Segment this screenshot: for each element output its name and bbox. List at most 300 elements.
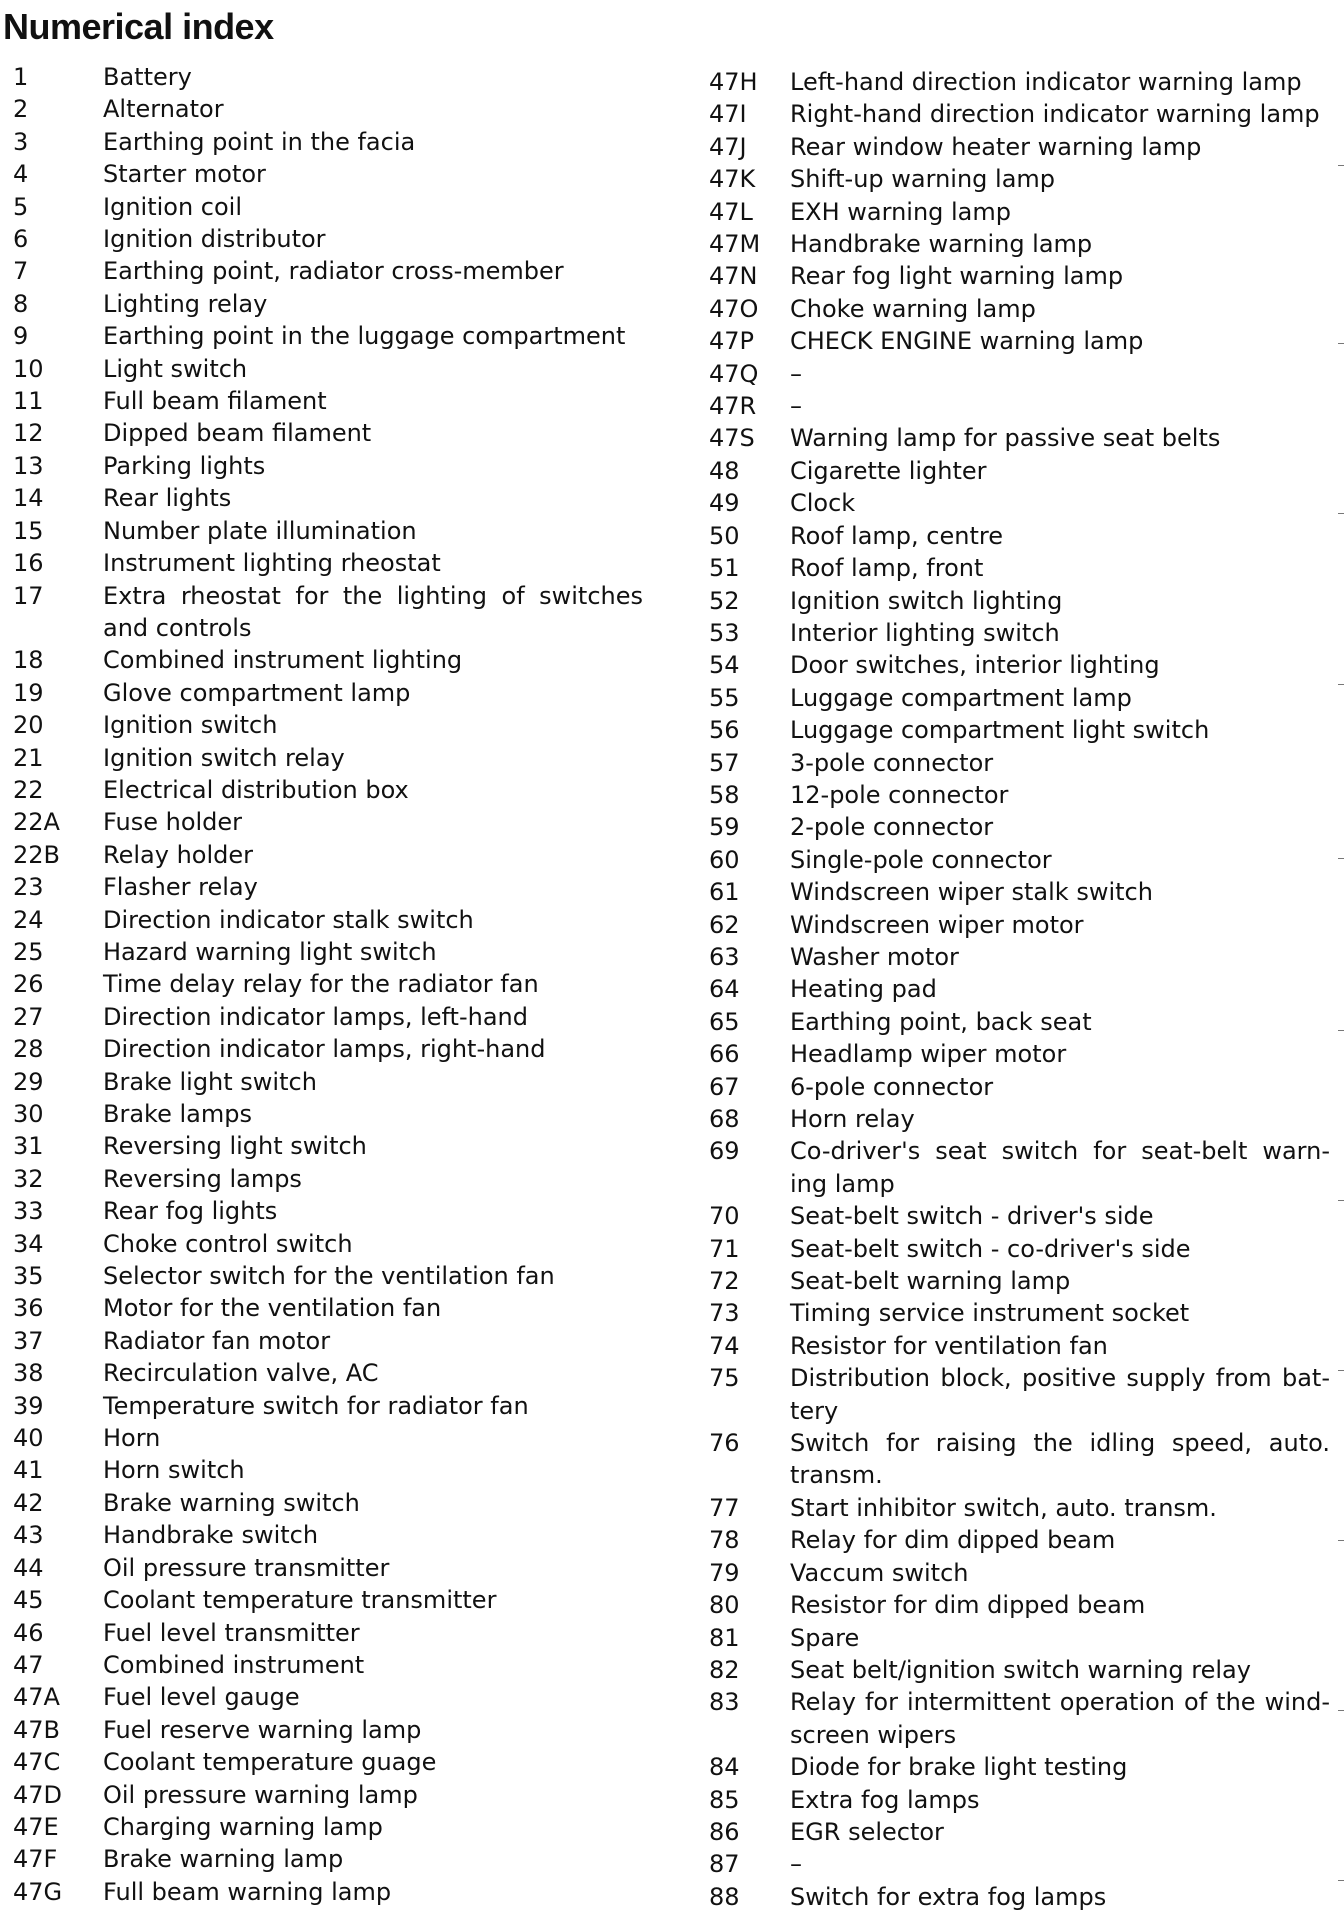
entry-description: Oil pressure warning lamp <box>103 1780 418 1809</box>
entry-number: 77 <box>709 1493 740 1522</box>
entry-number: 70 <box>709 1202 740 1231</box>
entry-number: 49 <box>709 489 740 518</box>
index-entry <box>690 844 1344 876</box>
entry-number: 36 <box>13 1294 44 1323</box>
entry-number: 6 <box>13 225 29 254</box>
entry-number: 13 <box>13 451 44 480</box>
entry-description: 3-pole connector <box>790 748 994 777</box>
entry-description: CHECK ENGINE warning lamp <box>790 327 1144 356</box>
entry-number: 87 <box>709 1850 740 1879</box>
index-column-right <box>690 66 1344 1913</box>
entry-description: Earthing point, radiator cross-member <box>103 257 564 286</box>
entry-number: 47K <box>709 165 756 194</box>
entry-description: Resistor for dim dipped beam <box>790 1591 1146 1620</box>
index-entry <box>690 1492 1344 1524</box>
index-entry <box>0 320 680 352</box>
index-entry <box>0 515 680 547</box>
entry-number: 75 <box>709 1364 740 1393</box>
entry-description: 12-pole connector <box>790 780 1009 809</box>
index-entry <box>0 353 680 385</box>
entry-number: 47J <box>709 132 747 161</box>
entry-number: 66 <box>709 1040 740 1069</box>
entry-number: 31 <box>13 1132 44 1161</box>
entry-number: 55 <box>709 683 740 712</box>
entry-number: 47G <box>13 1877 63 1906</box>
index-entry <box>0 1519 680 1551</box>
index-entry <box>690 196 1344 228</box>
entry-number: 38 <box>13 1359 44 1388</box>
entry-number: 22B <box>13 840 61 869</box>
index-entry <box>690 1557 1344 1589</box>
margin-tick <box>1338 343 1344 344</box>
entry-number: 73 <box>709 1299 740 1328</box>
entry-number: 33 <box>13 1197 44 1226</box>
entry-number: 53 <box>709 618 740 647</box>
index-entry <box>0 482 680 514</box>
entry-number: 23 <box>13 873 44 902</box>
entry-description: Extra fog lamps <box>790 1785 980 1814</box>
entry-description: Horn <box>103 1424 161 1453</box>
index-entry <box>0 191 680 223</box>
entry-number: 47L <box>709 197 753 226</box>
entry-description: Windscreen wiper stalk switch <box>790 878 1153 907</box>
index-entry <box>0 1746 680 1778</box>
entry-description: 6-pole connector <box>790 1072 994 1101</box>
entry-number: 85 <box>709 1785 740 1814</box>
entry-number: 54 <box>709 651 740 680</box>
entry-description: Brake warning lamp <box>103 1845 344 1874</box>
index-entry <box>0 1357 680 1389</box>
entry-number: 4 <box>13 160 29 189</box>
margin-tick <box>1338 165 1344 166</box>
index-entry <box>0 1843 680 1875</box>
entry-description: Rear lights <box>103 484 232 513</box>
entry-number: 47B <box>13 1715 61 1744</box>
index-entry <box>0 1649 680 1681</box>
index-entry <box>0 417 680 449</box>
entry-number: 47H <box>709 68 758 96</box>
entry-number: 26 <box>13 970 44 999</box>
index-entry <box>0 580 680 645</box>
index-entry <box>0 774 680 806</box>
entry-number: 47P <box>709 327 755 356</box>
index-entry <box>690 422 1344 454</box>
entry-description: Number plate illumination <box>103 516 417 545</box>
entry-description: Roof lamp, centre <box>790 521 1003 550</box>
entry-description: Fuel level gauge <box>103 1683 300 1712</box>
index-entry <box>0 936 680 968</box>
entry-description: Clock <box>790 489 856 518</box>
entry-number: 48 <box>709 456 740 485</box>
entry-description: Seat-belt warning lamp <box>790 1267 1071 1296</box>
entry-description: Brake warning switch <box>103 1488 360 1517</box>
index-entry <box>0 709 680 741</box>
entry-description: Switch for extra fog lamps <box>790 1882 1107 1911</box>
entry-description: Vaccum switch <box>790 1558 969 1587</box>
entry-number: 35 <box>13 1262 44 1291</box>
entry-description: Rear fog light warning lamp <box>790 262 1124 291</box>
index-entry <box>690 1200 1344 1232</box>
entry-number: 46 <box>13 1618 44 1647</box>
index-entry <box>690 973 1344 1005</box>
entry-number: 82 <box>709 1655 740 1684</box>
entry-description: Reversing lamps <box>103 1164 302 1193</box>
entry-description: Direction indicator lamps, right-hand <box>103 1035 546 1064</box>
entry-number: 47S <box>709 424 755 453</box>
entry-number: 21 <box>13 743 44 772</box>
index-entry <box>690 520 1344 552</box>
index-entry <box>0 1390 680 1422</box>
entry-description: Windscreen wiper motor <box>790 910 1084 939</box>
entry-number: 65 <box>709 1007 740 1036</box>
entry-number: 47R <box>709 392 757 421</box>
index-entry <box>0 385 680 417</box>
entry-description: Relay for dim dipped beam <box>790 1526 1116 1555</box>
entry-description: – <box>790 392 802 421</box>
margin-tick <box>1338 1200 1344 1201</box>
entry-number: 7 <box>13 257 29 286</box>
index-entry <box>0 968 680 1000</box>
entry-number: 81 <box>709 1623 740 1652</box>
entry-description: Shift-up warning lamp <box>790 165 1056 194</box>
entry-description: Choke control switch <box>103 1229 353 1258</box>
entry-description: Recirculation valve, AC <box>103 1359 379 1388</box>
entry-number: 50 <box>709 521 740 550</box>
index-entry <box>690 1654 1344 1686</box>
entry-description: Fuse holder <box>103 808 243 837</box>
entry-number: 40 <box>13 1424 44 1453</box>
index-entry <box>690 1330 1344 1362</box>
entry-number: 59 <box>709 813 740 842</box>
entry-description: Interior lighting switch <box>790 618 1060 647</box>
entry-number: 9 <box>13 322 29 351</box>
entry-number: 63 <box>709 942 740 971</box>
index-entry <box>690 1103 1344 1135</box>
entry-description: Ignition distributor <box>103 225 326 254</box>
index-entry <box>690 811 1344 843</box>
entry-number: 52 <box>709 586 740 615</box>
margin-tick <box>1338 1540 1344 1541</box>
index-entry <box>690 909 1344 941</box>
index-entry <box>690 1881 1344 1913</box>
entry-number: 47E <box>13 1812 59 1841</box>
index-entry <box>690 649 1344 681</box>
entry-description: Extra rheostat for the lighting of switches and controls <box>103 581 643 642</box>
entry-description: Distribution block, positive supply from bat-tery <box>790 1364 1330 1425</box>
entry-number: 16 <box>13 549 44 578</box>
index-entry <box>0 644 680 676</box>
entry-description: Coolant temperature transmitter <box>103 1586 497 1615</box>
index-entry <box>690 1006 1344 1038</box>
index-entry <box>690 1233 1344 1265</box>
index-entry <box>0 547 680 579</box>
entry-number: 86 <box>709 1817 740 1846</box>
index-entry <box>0 158 680 190</box>
entry-description: Warning lamp for passive seat belts <box>790 424 1221 453</box>
entry-number: 3 <box>13 127 29 156</box>
entry-number: 47I <box>709 100 747 129</box>
entry-number: 57 <box>709 748 740 777</box>
index-entry <box>0 1228 680 1260</box>
entry-description: Combined instrument lighting <box>103 646 463 675</box>
entry-number: 67 <box>709 1072 740 1101</box>
index-column-left <box>0 61 680 1908</box>
index-entry <box>690 1524 1344 1556</box>
index-entry <box>690 941 1344 973</box>
margin-tick <box>1338 858 1344 859</box>
index-entry <box>690 1784 1344 1816</box>
index-entry <box>690 585 1344 617</box>
entry-description: Single-pole connector <box>790 845 1052 874</box>
index-entry <box>690 487 1344 519</box>
index-entry <box>690 1589 1344 1621</box>
entry-number: 24 <box>13 905 44 934</box>
entry-number: 10 <box>13 354 44 383</box>
entry-number: 20 <box>13 711 44 740</box>
entry-number: 41 <box>13 1456 44 1485</box>
entry-description: Earthing point in the luggage compartment <box>103 322 626 351</box>
entry-description: Fuel level transmitter <box>103 1618 360 1647</box>
entry-description: Handbrake switch <box>103 1521 319 1550</box>
entry-description: Instrument lighting rheostat <box>103 549 441 578</box>
entry-number: 60 <box>709 845 740 874</box>
index-entry <box>0 871 680 903</box>
entry-description: Left-hand direction indicator warning lamp <box>790 68 1302 96</box>
entry-description: Brake lamps <box>103 1100 252 1128</box>
entry-number: 47N <box>709 262 758 291</box>
entry-number: 28 <box>13 1035 44 1064</box>
entry-number: 43 <box>13 1521 44 1550</box>
index-entry <box>690 1071 1344 1103</box>
entry-number: 61 <box>709 878 740 907</box>
entry-number: 1 <box>13 63 29 91</box>
entry-number: 30 <box>13 1100 44 1128</box>
entry-description: Radiator fan motor <box>103 1326 331 1355</box>
entry-description: Rear fog lights <box>103 1197 278 1226</box>
entry-number: 84 <box>709 1753 740 1782</box>
entry-number: 64 <box>709 975 740 1004</box>
index-entry <box>0 1163 680 1195</box>
entry-number: 88 <box>709 1882 740 1911</box>
index-entry <box>0 93 680 125</box>
entry-number: 56 <box>709 716 740 745</box>
entry-description: Hazard warning light switch <box>103 937 437 966</box>
index-entry <box>690 617 1344 649</box>
entry-number: 25 <box>13 937 44 966</box>
index-entry <box>690 325 1344 357</box>
index-entry <box>0 742 680 774</box>
index-entry <box>690 682 1344 714</box>
entry-number: 47Q <box>709 359 759 388</box>
entry-description: Parking lights <box>103 451 266 480</box>
index-entry <box>690 552 1344 584</box>
index-entry <box>0 806 680 838</box>
index-entry <box>0 1195 680 1227</box>
index-entry <box>690 66 1344 98</box>
index-entry <box>0 1811 680 1843</box>
index-entry <box>690 1038 1344 1070</box>
index-entry <box>690 1622 1344 1654</box>
entry-description: Horn relay <box>790 1105 915 1133</box>
index-entry <box>690 1265 1344 1297</box>
entry-description: Seat-belt switch - co-driver's side <box>790 1234 1191 1263</box>
entry-number: 78 <box>709 1526 740 1555</box>
entry-description: Timing service instrument socket <box>790 1299 1190 1328</box>
index-entry <box>690 779 1344 811</box>
entry-number: 18 <box>13 646 44 675</box>
entry-description: Right-hand direction indicator warning lamp <box>790 100 1320 129</box>
index-entry <box>0 1681 680 1713</box>
margin-tick <box>1338 1880 1344 1881</box>
index-entry <box>0 1487 680 1519</box>
entry-number: 2 <box>13 95 29 124</box>
entry-description: Handbrake warning lamp <box>790 230 1093 259</box>
entry-number: 79 <box>709 1558 740 1587</box>
entry-number: 14 <box>13 484 44 513</box>
entry-number: 51 <box>709 554 740 583</box>
entry-number: 22 <box>13 775 44 804</box>
entry-description: Electrical distribution box <box>103 775 409 804</box>
index-entry <box>0 1260 680 1292</box>
margin-tick <box>1338 1710 1344 1711</box>
entry-number: 47D <box>13 1780 63 1809</box>
entry-description: Full beam warning lamp <box>103 1877 392 1906</box>
entry-description: Earthing point, back seat <box>790 1007 1092 1036</box>
entry-description: – <box>790 359 802 388</box>
entry-description: EXH warning lamp <box>790 197 1012 226</box>
entry-description: Charging warning lamp <box>103 1812 383 1841</box>
index-entry <box>690 1427 1344 1492</box>
entry-number: 47 <box>13 1650 44 1679</box>
entry-description: Fuel reserve warning lamp <box>103 1715 422 1744</box>
entry-description: 2-pole connector <box>790 813 994 842</box>
index-entry <box>0 1617 680 1649</box>
entry-number: 47M <box>709 230 761 259</box>
entry-number: 58 <box>709 780 740 809</box>
entry-description: Start inhibitor switch, auto. transm. <box>790 1493 1217 1522</box>
margin-tick <box>1338 1030 1344 1031</box>
entry-description: Seat belt/ignition switch warning relay <box>790 1655 1251 1684</box>
entry-description: Heating pad <box>790 975 937 1004</box>
index-entry <box>690 98 1344 130</box>
index-entry <box>690 1848 1344 1880</box>
index-entry <box>0 1033 680 1065</box>
entry-description: Diode for brake light testing <box>790 1753 1128 1782</box>
entry-description: Combined instrument <box>103 1650 365 1679</box>
entry-number: 29 <box>13 1067 44 1096</box>
entry-description: Ignition switch relay <box>103 743 345 772</box>
entry-description: – <box>790 1850 802 1879</box>
entry-number: 44 <box>13 1553 44 1582</box>
index-entry <box>0 1325 680 1357</box>
entry-description: Full beam filament <box>103 387 327 416</box>
entry-number: 69 <box>709 1137 740 1166</box>
entry-description: Washer motor <box>790 942 959 971</box>
index-entry <box>690 1297 1344 1329</box>
index-entry <box>690 1362 1344 1427</box>
entry-number: 76 <box>709 1429 740 1458</box>
entry-description: Battery <box>103 63 192 91</box>
entry-number: 22A <box>13 808 60 837</box>
entry-description: Door switches, interior lighting <box>790 651 1160 680</box>
index-entry <box>0 1001 680 1033</box>
entry-number: 11 <box>13 387 44 416</box>
margin-tick <box>1338 513 1344 514</box>
index-entry <box>690 228 1344 260</box>
entry-number: 47F <box>13 1845 58 1874</box>
entry-description: Cigarette lighter <box>790 456 987 485</box>
entry-description: Spare <box>790 1623 860 1652</box>
entry-description: Oil pressure transmitter <box>103 1553 390 1582</box>
entry-description: Dipped beam filament <box>103 419 372 448</box>
entry-description: Luggage compartment light switch <box>790 716 1210 745</box>
margin-tick <box>1338 684 1344 685</box>
index-entry <box>0 450 680 482</box>
entry-description: Luggage compartment lamp <box>790 683 1132 712</box>
entry-number: 32 <box>13 1164 44 1193</box>
index-entry <box>0 1714 680 1746</box>
index-entry <box>690 455 1344 487</box>
page-title: Numerical index <box>3 6 274 47</box>
entry-description: Roof lamp, front <box>790 554 984 583</box>
margin-tick <box>1338 1370 1344 1371</box>
index-entry <box>0 1876 680 1908</box>
entry-number: 8 <box>13 289 29 318</box>
entry-number: 83 <box>709 1688 740 1717</box>
entry-description: Coolant temperature guage <box>103 1748 437 1777</box>
entry-description: Relay holder <box>103 840 253 869</box>
entry-description: Direction indicator stalk switch <box>103 905 474 934</box>
entry-number: 15 <box>13 516 44 545</box>
entry-number: 34 <box>13 1229 44 1258</box>
index-entry <box>0 1292 680 1324</box>
entry-number: 71 <box>709 1234 740 1263</box>
index-entry <box>0 1422 680 1454</box>
entry-description: Motor for the ventilation fan <box>103 1294 442 1323</box>
index-entry <box>690 163 1344 195</box>
entry-description: Flasher relay <box>103 873 258 902</box>
index-entry <box>690 747 1344 779</box>
entry-description: Time delay relay for the radiator fan <box>103 970 539 999</box>
index-entry <box>0 839 680 871</box>
index-entry <box>0 1584 680 1616</box>
entry-description: Co-driver's seat switch for seat-belt warn-ing lamp <box>790 1137 1330 1198</box>
entry-number: 17 <box>13 581 44 610</box>
entry-number: 62 <box>709 910 740 939</box>
entry-number: 42 <box>13 1488 44 1517</box>
index-entry <box>690 1816 1344 1848</box>
entry-number: 47A <box>13 1683 60 1712</box>
index-entry <box>0 677 680 709</box>
index-entry <box>690 260 1344 292</box>
index-entry <box>690 358 1344 390</box>
entry-number: 72 <box>709 1267 740 1296</box>
entry-number: 80 <box>709 1591 740 1620</box>
index-entry <box>0 255 680 287</box>
entry-description: Brake light switch <box>103 1067 317 1096</box>
entry-number: 19 <box>13 678 44 707</box>
entry-description: Ignition switch <box>103 711 278 740</box>
entry-number: 47C <box>13 1748 61 1777</box>
index-entry <box>0 1552 680 1584</box>
entry-description: Ignition coil <box>103 192 243 221</box>
index-entry <box>0 223 680 255</box>
entry-number: 47O <box>709 294 759 323</box>
index-entry <box>690 1751 1344 1783</box>
index-entry <box>0 1130 680 1162</box>
entry-number: 27 <box>13 1002 44 1031</box>
entry-description: Headlamp wiper motor <box>790 1040 1067 1069</box>
